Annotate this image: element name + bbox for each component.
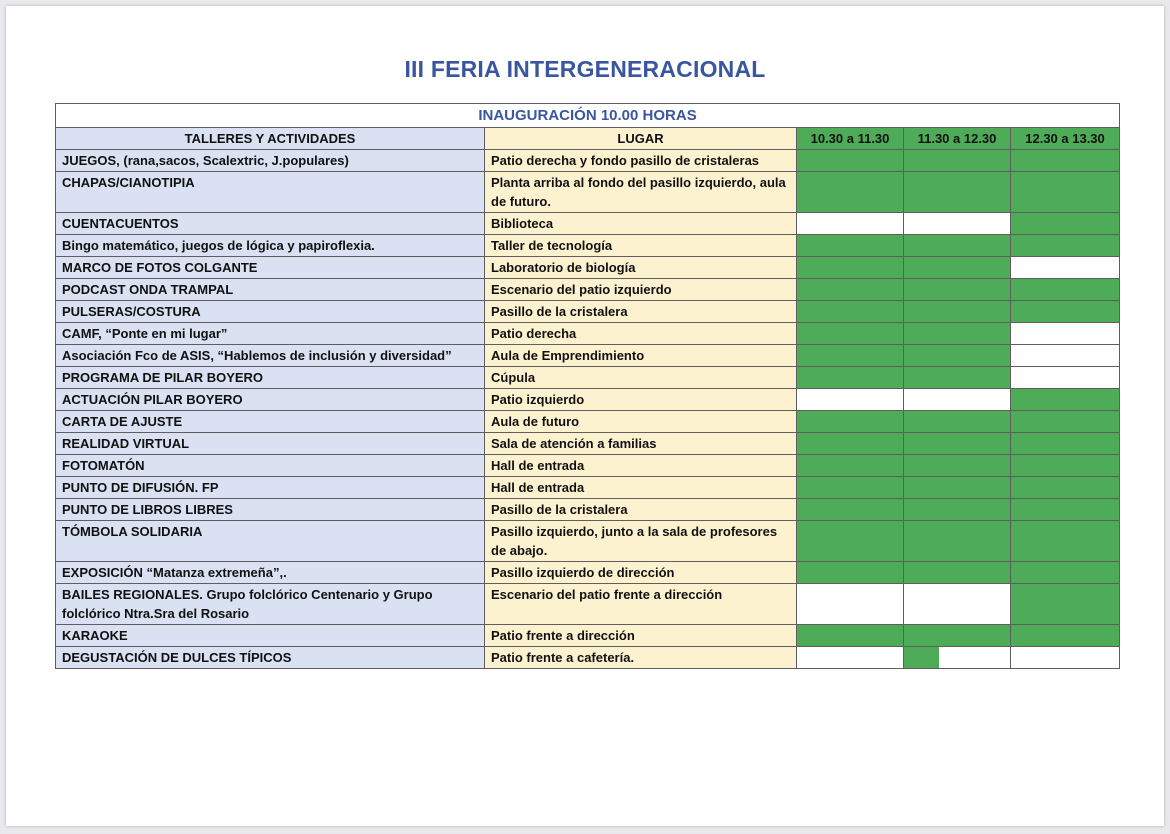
table-row [56,150,1120,172]
slot-cell-3 [1011,323,1120,345]
activity-cell: FOTOMATÓN [56,455,485,477]
location-cell: Patio derecha [485,323,797,345]
activity-cell: PUNTO DE DIFUSIÓN. FP [56,477,485,499]
slot-cell-1 [797,499,904,521]
activity-cell: CAMF, “Ponte en mi lugar” [56,323,485,345]
slot-cell-3 [1011,433,1120,455]
location-cell: Planta arriba al fondo del pasillo izquierdo, aula de futuro. [485,172,797,213]
slot-cell-2 [904,499,1011,521]
table-row [56,235,1120,257]
slot-cell-3 [1011,389,1120,411]
location-cell: Cúpula [485,367,797,389]
slot-cell-2 [904,172,1011,213]
slot-cell-3 [1011,345,1120,367]
location-cell: Pasillo izquierdo de dirección [485,562,797,584]
table-row [56,172,1120,213]
activity-cell: Asociación Fco de ASIS, “Hablemos de inclusión y diversidad” [56,345,485,367]
slot-cell-2 [904,389,1011,411]
location-cell: Aula de futuro [485,411,797,433]
location-cell: Patio frente a dirección [485,625,797,647]
activity-cell: PODCAST ONDA TRAMPAL [56,279,485,301]
slot-cell-3 [1011,477,1120,499]
slot-cell-3 [1011,499,1120,521]
slot-cell-1 [797,301,904,323]
header-slot-3: 12.30 a 13.30 [1011,128,1120,150]
schedule-table [55,103,1120,669]
slot-cell-1 [797,213,904,235]
slot-cell-1 [797,477,904,499]
table-row [56,562,1120,584]
slot-cell-3 [1011,213,1120,235]
slot-cell-2 [904,367,1011,389]
slot-cell-1 [797,433,904,455]
table-row [56,389,1120,411]
slot-cell-1 [797,625,904,647]
location-cell: Escenario del patio frente a dirección [485,584,797,625]
location-cell: Pasillo izquierdo, junto a la sala de profesores de abajo. [485,521,797,562]
location-cell: Pasillo de la cristalera [485,301,797,323]
slot-cell-2 [904,647,1011,669]
table-row [56,625,1120,647]
slot-cell-1 [797,323,904,345]
location-cell: Hall de entrada [485,455,797,477]
header-activity: TALLERES Y ACTIVIDADES [56,128,485,150]
table-row [56,455,1120,477]
location-cell: Patio derecha y fondo pasillo de cristaleras [485,150,797,172]
location-cell: Laboratorio de biología [485,257,797,279]
slot-cell-2 [904,411,1011,433]
table-row [56,499,1120,521]
activity-cell: ACTUACIÓN PILAR BOYERO [56,389,485,411]
activity-cell: PROGRAMA DE PILAR BOYERO [56,367,485,389]
table-row [56,411,1120,433]
slot-cell-2 [904,455,1011,477]
table-row [56,345,1120,367]
inauguration-banner: INAUGURACIÓN 10.00 HORAS [56,104,1120,128]
activity-cell: REALIDAD VIRTUAL [56,433,485,455]
slot-cell-2 [904,625,1011,647]
slot-cell-3 [1011,411,1120,433]
slot-cell-1 [797,647,904,669]
slot-cell-3 [1011,150,1120,172]
slot-cell-3 [1011,521,1120,562]
slot-cell-3 [1011,367,1120,389]
slot-cell-2 [904,345,1011,367]
slot-cell-2 [904,323,1011,345]
slot-cell-1 [797,279,904,301]
header-row [56,128,1120,150]
slot-cell-3 [1011,257,1120,279]
slot-cell-2 [904,301,1011,323]
activity-cell: PULSERAS/COSTURA [56,301,485,323]
document-title: III FERIA INTERGENERACIONAL [404,56,766,82]
slot-cell-3 [1011,625,1120,647]
slot-cell-3 [1011,235,1120,257]
slot-cell-1 [797,235,904,257]
slot-cell-1 [797,367,904,389]
table-row [56,257,1120,279]
table-row [56,323,1120,345]
slot-cell-2 [904,150,1011,172]
activity-cell: EXPOSICIÓN “Matanza extremeña”,. [56,562,485,584]
location-cell: Escenario del patio izquierdo [485,279,797,301]
slot-cell-1 [797,562,904,584]
slot-cell-2 [904,477,1011,499]
slot-cell-3 [1011,279,1120,301]
activity-cell: CHAPAS/CIANOTIPIA [56,172,485,213]
table-row [56,367,1120,389]
slot-cell-2 [904,433,1011,455]
header-slot-1: 10.30 a 11.30 [797,128,904,150]
slot-cell-2 [904,521,1011,562]
table-row [56,647,1120,669]
activity-cell: BAILES REGIONALES. Grupo folclórico Centenario y Grupo folclórico Ntra.Sra del Rosario [56,584,485,625]
slot-cell-1 [797,584,904,625]
slot-partial-fill [904,647,939,668]
table-row [56,279,1120,301]
slot-cell-2 [904,562,1011,584]
slot-cell-1 [797,345,904,367]
table-row [56,477,1120,499]
inauguration-row [56,104,1120,128]
slot-cell-2 [904,213,1011,235]
location-cell: Patio izquierdo [485,389,797,411]
slot-cell-1 [797,411,904,433]
location-cell: Patio frente a cafetería. [485,647,797,669]
activity-cell: CUENTACUENTOS [56,213,485,235]
location-cell: Aula de Emprendimiento [485,345,797,367]
activity-cell: KARAOKE [56,625,485,647]
location-cell: Taller de tecnología [485,235,797,257]
location-cell: Sala de atención a familias [485,433,797,455]
location-cell: Pasillo de la cristalera [485,499,797,521]
slot-cell-3 [1011,172,1120,213]
table-row [56,213,1120,235]
activity-cell: TÓMBOLA SOLIDARIA [56,521,485,562]
slot-cell-2 [904,584,1011,625]
activity-cell: Bingo matemático, juegos de lógica y papiroflexia. [56,235,485,257]
table-row [56,301,1120,323]
slot-cell-3 [1011,301,1120,323]
slot-cell-3 [1011,455,1120,477]
location-cell: Biblioteca [485,213,797,235]
activity-cell: PUNTO DE LIBROS LIBRES [56,499,485,521]
slot-cell-2 [904,279,1011,301]
schedule-body [56,150,1120,669]
slot-cell-1 [797,389,904,411]
header-location: LUGAR [485,128,797,150]
slot-cell-2 [904,235,1011,257]
slot-cell-3 [1011,584,1120,625]
slot-cell-2 [904,257,1011,279]
activity-cell: CARTA DE AJUSTE [56,411,485,433]
slot-cell-1 [797,521,904,562]
slot-cell-1 [797,455,904,477]
table-row [56,433,1120,455]
location-cell: Hall de entrada [485,477,797,499]
slot-cell-1 [797,150,904,172]
table-row [56,521,1120,562]
slot-cell-3 [1011,647,1120,669]
slot-cell-1 [797,172,904,213]
header-slot-2: 11.30 a 12.30 [904,128,1011,150]
slot-cell-3 [1011,562,1120,584]
activity-cell: MARCO DE FOTOS COLGANTE [56,257,485,279]
slot-cell-1 [797,257,904,279]
activity-cell: DEGUSTACIÓN DE DULCES TÍPICOS [56,647,485,669]
activity-cell: JUEGOS, (rana,sacos, Scalextric, J.populares) [56,150,485,172]
table-row [56,584,1120,625]
